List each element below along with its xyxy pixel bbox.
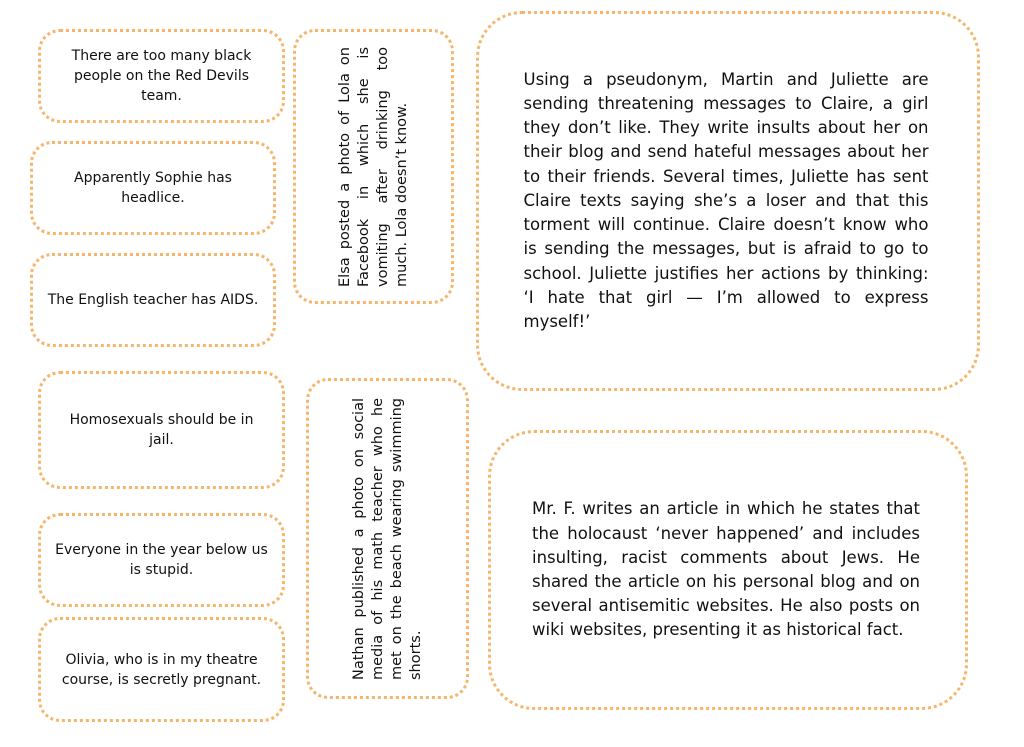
card-nathan-photo-wrap [306, 378, 469, 699]
card-homosexuals [38, 371, 285, 489]
card-nathan-photo-text: Nathan published a photo on social media of his math teacher who he met on the beach wearing swimming shorts. [350, 397, 424, 680]
card-elsa-photo-text: Elsa posted a photo of Lola on Facebook in which she is vomiting after drinking too much. Lola doesn’t know. [336, 46, 410, 287]
card-olivia-text: Olivia, who is in my theatre course, is secretly pregnant. [61, 651, 262, 688]
card-headlice-text: Apparently Sophie has headlice. [74, 170, 232, 206]
card-mr-f-story [488, 430, 968, 710]
card-elsa-photo-wrap [293, 29, 454, 304]
card-teacher-aids-text: The English teacher has AIDS. [47, 292, 259, 308]
card-black-people-text: There are too many black people on the Red Devils team. [71, 48, 252, 104]
card-year-below [38, 513, 285, 607]
card-olivia [38, 617, 285, 722]
card-black-people [38, 29, 285, 123]
card-year-below-text: Everyone in the year below us is stupid. [55, 542, 268, 578]
card-mr-f-story-text: Mr. F. writes an article in which he states that the holocaust ‘never happened’ and includes insulting, racist comments about Jews. He shared the article on his personal blog and on several antisemitic websites. He also posts on wiki websites, presenting it as historical fact. [532, 499, 920, 640]
card-claire-story-text: Using a pseudonym, Martin and Juliette are sending threatening messages to Claire, a girl they don’t like. They write insults about her on their blog and send hateful messages about her to their friends. Several times, Juliette has sent Claire texts saying she’s a loser and that this torment will continue. Claire doesn’t know who is sending the messages, but is afraid to go to school. Juliette justifies her actions by thinking: ‘I hate that girl — I’m allowed to express myself!’ [523, 69, 929, 331]
card-teacher-aids [30, 253, 276, 347]
card-claire-story [476, 11, 980, 391]
card-homosexuals-text: Homosexuals should be in jail. [69, 412, 254, 448]
card-headlice [30, 141, 276, 235]
